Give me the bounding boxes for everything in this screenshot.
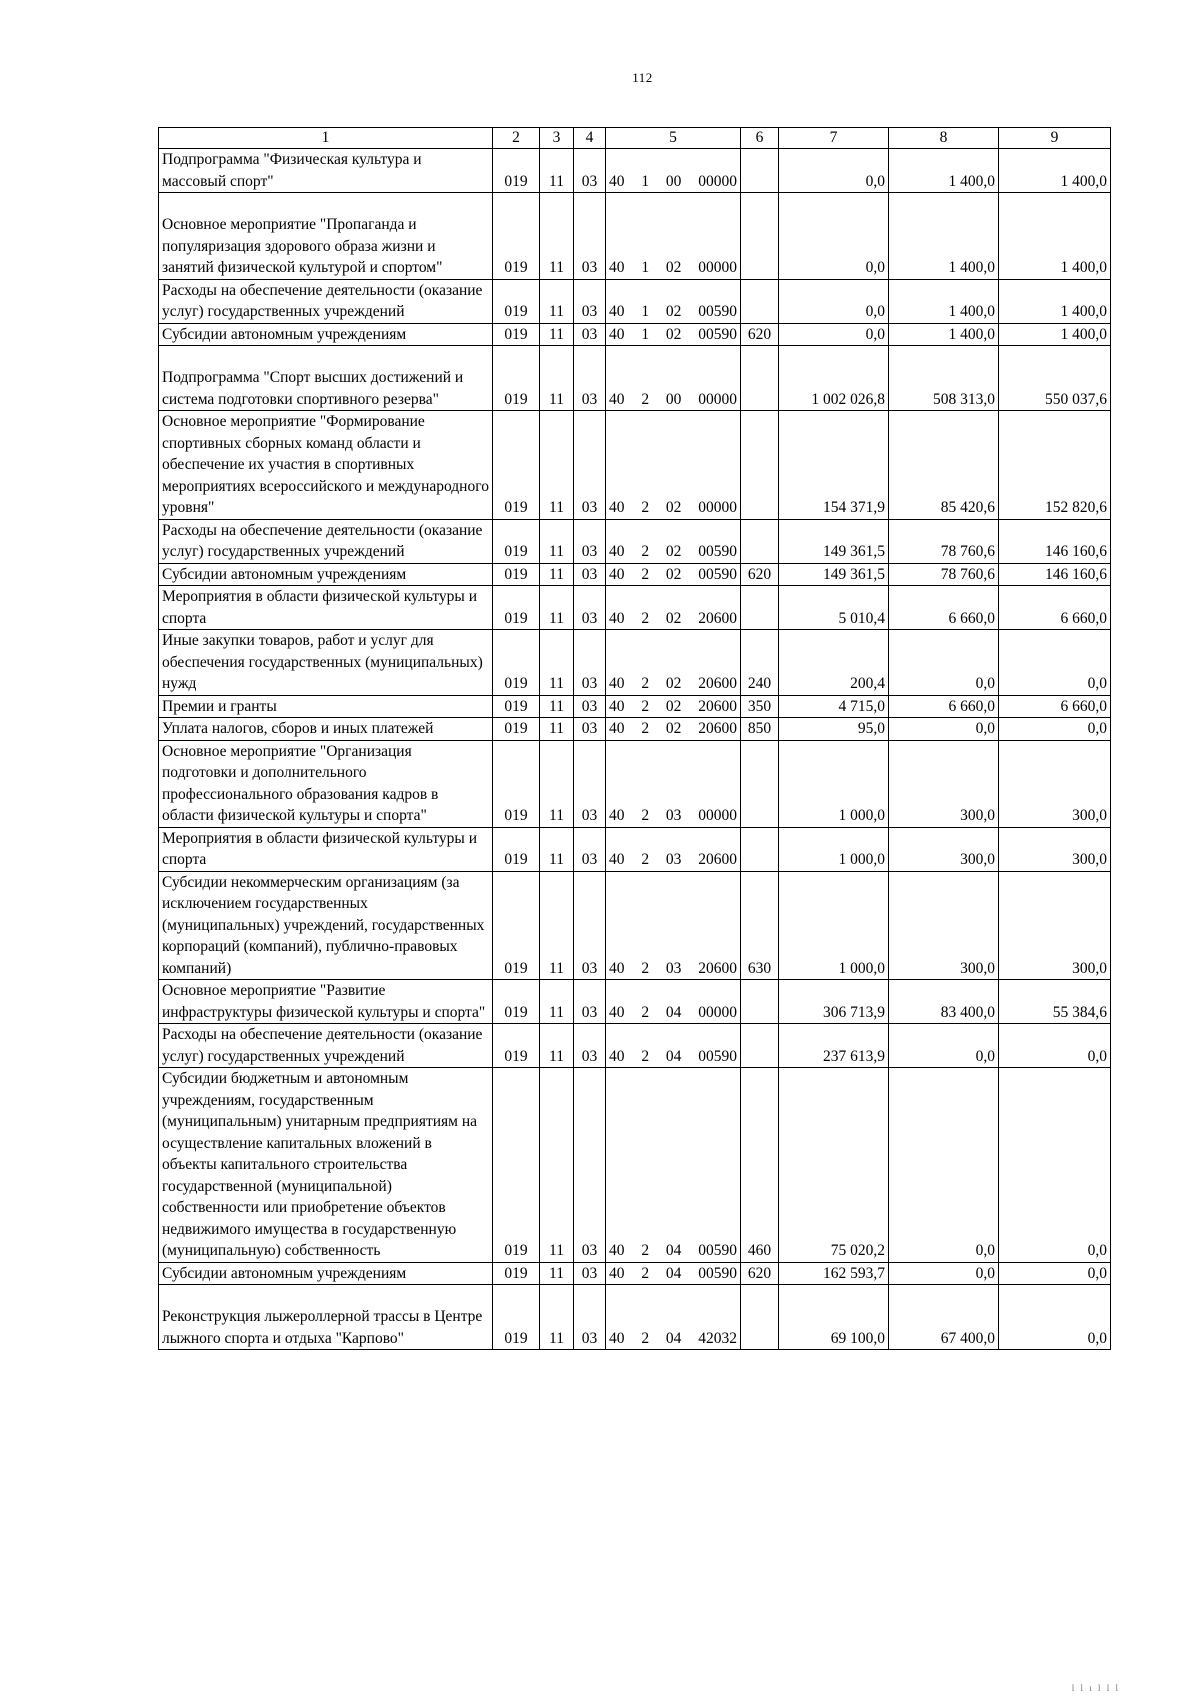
target-article-part: 2 [641, 697, 650, 715]
target-article-part: 20600 [698, 959, 737, 977]
section-code: 11 [540, 827, 574, 871]
target-article-part: 00 [665, 390, 682, 408]
target-article-part: 00590 [698, 325, 737, 343]
target-article-part: 02 [665, 325, 682, 343]
subsection-code: 03 [574, 718, 606, 741]
target-article-code [606, 695, 741, 718]
column-header-7: 7 [779, 128, 889, 149]
amount-col-7: 0,0 [779, 193, 889, 280]
row-name: Расходы на обеспечение деятельности (оказание услуг) государственных учреждений [159, 519, 493, 563]
amount-col-8: 0,0 [889, 1068, 999, 1263]
target-article-part: 03 [665, 851, 682, 868]
amount-col-9: 0,0 [999, 1024, 1111, 1068]
ministry-code: 019 [493, 519, 540, 563]
subsection-code: 03 [574, 149, 606, 193]
target-article-part: 1 [641, 325, 650, 343]
column-header-3: 3 [540, 128, 574, 149]
target-article-part: 03 [665, 959, 682, 977]
target-article-part: 40 [609, 565, 625, 583]
row-name: Основное мероприятие "Формирование спортивных сборных команд области и обеспечение их участия в спортивных мероприятиях всероссийского и международного уровня" [159, 411, 493, 520]
target-article-code [606, 519, 741, 563]
target-article-part: 20600 [698, 609, 737, 627]
target-article-part: 40 [609, 1242, 625, 1259]
subsection-code: 03 [574, 193, 606, 280]
table-row [159, 827, 1111, 871]
subsection-code: 03 [574, 740, 606, 827]
target-article-part: 40 [609, 807, 625, 824]
section-code: 11 [540, 149, 574, 193]
row-name: Субсидии автономным учреждениям [159, 563, 493, 586]
expense-type-code: 240 [741, 630, 779, 696]
ministry-code: 019 [493, 563, 540, 586]
table-row [159, 519, 1111, 563]
section-code: 11 [540, 193, 574, 280]
section-code: 11 [540, 980, 574, 1024]
ministry-code: 019 [493, 1285, 540, 1350]
amount-col-8: 78 760,6 [889, 563, 999, 586]
target-article-part: 40 [609, 959, 625, 977]
target-article-part: 42032 [698, 1329, 737, 1347]
ministry-code: 019 [493, 193, 540, 280]
target-article-part: 00000 [698, 1003, 737, 1021]
column-header-1: 1 [159, 128, 493, 149]
ministry-code: 019 [493, 279, 540, 323]
row-name: Уплата налогов, сборов и иных платежей [159, 718, 493, 741]
section-code: 11 [540, 1285, 574, 1350]
amount-col-8: 300,0 [889, 871, 999, 980]
expense-type-code [741, 149, 779, 193]
target-article-part: 00590 [698, 1264, 737, 1282]
amount-col-8: 6 660,0 [889, 695, 999, 718]
row-name: Субсидии бюджетным и автономным учреждениям, государственным (муниципальным) унитарным предприятиям на осуществление капитальных вложений в объекты капитального строительства государственной (муниципальной) собственности или приобретение объектов недвижимого имущества в государственную (муниципальную) собственность [159, 1068, 493, 1263]
target-article-part: 02 [665, 565, 682, 583]
ministry-code: 019 [493, 740, 540, 827]
table-row [159, 149, 1111, 193]
row-name: Реконструкция лыжероллерной трассы в Центре лыжного спорта и отдыха "Карпово" [159, 1285, 493, 1350]
ministry-code: 019 [493, 980, 540, 1024]
table-row [159, 193, 1111, 280]
target-article-part: 00000 [698, 499, 737, 516]
target-article-part: 2 [641, 1264, 650, 1282]
target-article-part: 2 [641, 1329, 650, 1347]
amount-col-8: 1 400,0 [889, 323, 999, 346]
amount-col-7: 149 361,5 [779, 519, 889, 563]
amount-col-8: 6 660,0 [889, 586, 999, 630]
amount-col-7: 306 713,9 [779, 980, 889, 1024]
column-header-6: 6 [741, 128, 779, 149]
target-article-part: 00 [665, 172, 682, 190]
target-article-part: 02 [665, 543, 682, 560]
target-article-part: 20600 [698, 851, 737, 868]
amount-col-7: 1 000,0 [779, 871, 889, 980]
target-article-part: 00590 [698, 565, 737, 583]
amount-col-8: 300,0 [889, 740, 999, 827]
amount-col-9: 1 400,0 [999, 323, 1111, 346]
column-header-5: 5 [606, 128, 741, 149]
section-code: 11 [540, 563, 574, 586]
table-row [159, 563, 1111, 586]
target-article-code [606, 630, 741, 696]
expense-type-code: 350 [741, 695, 779, 718]
row-name: Основное мероприятие "Развитие инфраструктуры физической культуры и спорта" [159, 980, 493, 1024]
subsection-code: 03 [574, 346, 606, 411]
ministry-code: 019 [493, 586, 540, 630]
expense-type-code: 620 [741, 1262, 779, 1285]
amount-col-7: 1 002 026,8 [779, 346, 889, 411]
amount-col-9: 0,0 [999, 1285, 1111, 1350]
amount-col-8: 67 400,0 [889, 1285, 999, 1350]
subsection-code: 03 [574, 279, 606, 323]
table-row [159, 740, 1111, 827]
subsection-code: 03 [574, 871, 606, 980]
target-article-part: 40 [609, 851, 625, 868]
target-article-part: 2 [641, 720, 650, 737]
ministry-code: 019 [493, 323, 540, 346]
row-name: Подпрограмма "Физическая культура и массовый спорт" [159, 149, 493, 193]
ministry-code: 019 [493, 1024, 540, 1068]
amount-col-7: 75 020,2 [779, 1068, 889, 1263]
section-code: 11 [540, 740, 574, 827]
row-name: Премии и гранты [159, 695, 493, 718]
expense-type-code [741, 411, 779, 520]
expense-type-code: 850 [741, 718, 779, 741]
target-article-code [606, 1262, 741, 1285]
expense-type-code: 630 [741, 871, 779, 980]
target-article-code [606, 1068, 741, 1263]
subsection-code: 03 [574, 586, 606, 630]
target-article-part: 2 [641, 565, 650, 583]
target-article-part: 02 [665, 499, 682, 516]
amount-col-8: 0,0 [889, 718, 999, 741]
row-name: Подпрограмма "Спорт высших достижений и система подготовки спортивного резерва" [159, 346, 493, 411]
target-article-part: 04 [665, 1047, 682, 1065]
subsection-code: 03 [574, 1262, 606, 1285]
amount-col-9: 1 400,0 [999, 279, 1111, 323]
target-article-part: 2 [641, 1047, 650, 1065]
subsection-code: 03 [574, 1285, 606, 1350]
amount-col-7: 69 100,0 [779, 1285, 889, 1350]
amount-col-7: 0,0 [779, 149, 889, 193]
table-row [159, 871, 1111, 980]
ministry-code: 019 [493, 695, 540, 718]
target-article-part: 1 [641, 172, 650, 190]
target-article-code [606, 411, 741, 520]
section-code: 11 [540, 519, 574, 563]
section-code: 11 [540, 1068, 574, 1263]
table-row [159, 695, 1111, 718]
target-article-part: 40 [609, 499, 625, 516]
column-header-9: 9 [999, 128, 1111, 149]
subsection-code: 03 [574, 1068, 606, 1263]
amount-col-9: 146 160,6 [999, 563, 1111, 586]
target-article-part: 20600 [698, 697, 737, 715]
target-article-part: 2 [641, 1242, 650, 1259]
subsection-code: 03 [574, 411, 606, 520]
target-article-code [606, 323, 741, 346]
target-article-part: 00000 [698, 390, 737, 408]
expense-type-code [741, 740, 779, 827]
target-article-part: 00590 [698, 543, 737, 560]
table-row [159, 346, 1111, 411]
table-row [159, 980, 1111, 1024]
expense-type-code [741, 827, 779, 871]
target-article-part: 04 [665, 1329, 682, 1347]
ministry-code: 019 [493, 718, 540, 741]
amount-col-9: 1 400,0 [999, 193, 1111, 280]
amount-col-9: 0,0 [999, 718, 1111, 741]
subsection-code: 03 [574, 630, 606, 696]
subsection-code: 03 [574, 980, 606, 1024]
target-article-part: 2 [641, 543, 650, 560]
target-article-part: 40 [609, 1264, 625, 1282]
target-article-part: 40 [609, 675, 625, 692]
target-article-part: 02 [665, 697, 682, 715]
target-article-code [606, 871, 741, 980]
page-number: 112 [632, 70, 653, 85]
target-article-part: 40 [609, 1003, 625, 1021]
table-row [159, 630, 1111, 696]
amount-col-7: 0,0 [779, 279, 889, 323]
expense-type-code [741, 279, 779, 323]
subsection-code: 03 [574, 519, 606, 563]
target-article-part: 02 [665, 303, 682, 320]
table-row [159, 1262, 1111, 1285]
target-article-code [606, 827, 741, 871]
amount-col-8: 1 400,0 [889, 279, 999, 323]
section-code: 11 [540, 718, 574, 741]
target-article-part: 2 [641, 807, 650, 824]
scan-marks: l l ı l l l [1071, 1683, 1120, 1693]
amount-col-9: 152 820,6 [999, 411, 1111, 520]
expense-type-code [741, 1285, 779, 1350]
table-row [159, 411, 1111, 520]
amount-col-8: 83 400,0 [889, 980, 999, 1024]
target-article-part: 40 [609, 325, 625, 343]
amount-col-9: 6 660,0 [999, 695, 1111, 718]
target-article-code [606, 1024, 741, 1068]
section-code: 11 [540, 695, 574, 718]
row-name: Субсидии автономным учреждениям [159, 323, 493, 346]
ministry-code: 019 [493, 1262, 540, 1285]
amount-col-9: 146 160,6 [999, 519, 1111, 563]
target-article-part: 04 [665, 1242, 682, 1259]
amount-col-8: 300,0 [889, 827, 999, 871]
row-name: Основное мероприятие "Организация подготовки и дополнительного профессионального образования кадров в области физической культуры и спорта" [159, 740, 493, 827]
target-article-part: 20600 [698, 720, 737, 737]
amount-col-8: 0,0 [889, 630, 999, 696]
subsection-code: 03 [574, 323, 606, 346]
expense-type-code [741, 1024, 779, 1068]
target-article-part: 40 [609, 303, 625, 320]
table-row [159, 718, 1111, 741]
amount-col-7: 237 613,9 [779, 1024, 889, 1068]
target-article-part: 1 [641, 259, 650, 276]
amount-col-8: 1 400,0 [889, 149, 999, 193]
target-article-part: 03 [665, 807, 682, 824]
target-article-part: 2 [641, 499, 650, 516]
section-code: 11 [540, 1262, 574, 1285]
expense-type-code [741, 980, 779, 1024]
target-article-part: 02 [665, 720, 682, 737]
table-row [159, 1024, 1111, 1068]
target-article-part: 40 [609, 609, 625, 627]
target-article-part: 40 [609, 390, 625, 408]
ministry-code: 019 [493, 411, 540, 520]
amount-col-9: 6 660,0 [999, 586, 1111, 630]
amount-col-7: 200,4 [779, 630, 889, 696]
amount-col-8: 0,0 [889, 1262, 999, 1285]
row-name: Мероприятия в области физической культуры и спорта [159, 827, 493, 871]
target-article-part: 40 [609, 1047, 625, 1065]
expense-type-code: 620 [741, 323, 779, 346]
amount-col-9: 300,0 [999, 827, 1111, 871]
section-code: 11 [540, 323, 574, 346]
expense-type-code: 620 [741, 563, 779, 586]
amount-col-7: 162 593,7 [779, 1262, 889, 1285]
target-article-part: 2 [641, 1003, 650, 1021]
amount-col-7: 154 371,9 [779, 411, 889, 520]
amount-col-7: 95,0 [779, 718, 889, 741]
target-article-part: 02 [665, 609, 682, 627]
amount-col-9: 1 400,0 [999, 149, 1111, 193]
section-code: 11 [540, 411, 574, 520]
target-article-part: 40 [609, 543, 625, 560]
target-article-code [606, 563, 741, 586]
row-name: Мероприятия в области физической культуры и спорта [159, 586, 493, 630]
amount-col-7: 1 000,0 [779, 740, 889, 827]
table-row [159, 1068, 1111, 1263]
target-article-part: 40 [609, 720, 625, 737]
amount-col-9: 0,0 [999, 1262, 1111, 1285]
amount-col-9: 300,0 [999, 871, 1111, 980]
amount-col-9: 300,0 [999, 740, 1111, 827]
amount-col-8: 85 420,6 [889, 411, 999, 520]
table-row [159, 1285, 1111, 1350]
column-header-4: 4 [574, 128, 606, 149]
amount-col-7: 5 010,4 [779, 586, 889, 630]
target-article-part: 2 [641, 609, 650, 627]
target-article-part: 00590 [698, 1047, 737, 1065]
target-article-part: 00000 [698, 172, 737, 190]
target-article-part: 00000 [698, 807, 737, 824]
amount-col-8: 78 760,6 [889, 519, 999, 563]
amount-col-7: 0,0 [779, 323, 889, 346]
subsection-code: 03 [574, 563, 606, 586]
target-article-part: 40 [609, 697, 625, 715]
target-article-code [606, 279, 741, 323]
expense-type-code [741, 193, 779, 280]
expense-type-code [741, 519, 779, 563]
target-article-part: 00000 [698, 259, 737, 276]
ministry-code: 019 [493, 630, 540, 696]
amount-col-7: 1 000,0 [779, 827, 889, 871]
amount-col-9: 0,0 [999, 1068, 1111, 1263]
target-article-part: 2 [641, 959, 650, 977]
ministry-code: 019 [493, 346, 540, 411]
section-code: 11 [540, 871, 574, 980]
row-name: Субсидии некоммерческим организациям (за исключением государственных (муниципальных) учреждений, государственных корпораций (компаний), публично-правовых компаний) [159, 871, 493, 980]
expense-type-code [741, 346, 779, 411]
row-name: Расходы на обеспечение деятельности (оказание услуг) государственных учреждений [159, 279, 493, 323]
target-article-part: 20600 [698, 675, 737, 692]
subsection-code: 03 [574, 827, 606, 871]
target-article-code [606, 718, 741, 741]
ministry-code: 019 [493, 871, 540, 980]
target-article-code [606, 1285, 741, 1350]
target-article-part: 2 [641, 675, 650, 692]
column-number-row [159, 128, 1111, 149]
expense-type-code [741, 586, 779, 630]
row-name: Расходы на обеспечение деятельности (оказание услуг) государственных учреждений [159, 1024, 493, 1068]
amount-col-8: 0,0 [889, 1024, 999, 1068]
amount-col-9: 55 384,6 [999, 980, 1111, 1024]
amount-col-9: 550 037,6 [999, 346, 1111, 411]
amount-col-8: 1 400,0 [889, 193, 999, 280]
target-article-code [606, 346, 741, 411]
target-article-part: 02 [665, 259, 682, 276]
ministry-code: 019 [493, 149, 540, 193]
ministry-code: 019 [493, 1068, 540, 1263]
section-code: 11 [540, 346, 574, 411]
ministry-code: 019 [493, 827, 540, 871]
row-name: Основное мероприятие "Пропаганда и популяризация здорового образа жизни и занятий физической культурой и спортом" [159, 193, 493, 280]
expense-type-code: 460 [741, 1068, 779, 1263]
target-article-part: 04 [665, 1264, 682, 1282]
target-article-code [606, 586, 741, 630]
table-row [159, 586, 1111, 630]
section-code: 11 [540, 1024, 574, 1068]
section-code: 11 [540, 279, 574, 323]
target-article-part: 04 [665, 1003, 682, 1021]
target-article-part: 1 [641, 303, 650, 320]
section-code: 11 [540, 586, 574, 630]
target-article-part: 00590 [698, 303, 737, 320]
target-article-code [606, 980, 741, 1024]
target-article-part: 40 [609, 172, 625, 190]
target-article-part: 2 [641, 390, 650, 408]
row-name: Субсидии автономным учреждениям [159, 1262, 493, 1285]
target-article-part: 40 [609, 1329, 625, 1347]
target-article-code [606, 740, 741, 827]
amount-col-7: 4 715,0 [779, 695, 889, 718]
section-code: 11 [540, 630, 574, 696]
column-header-2: 2 [493, 128, 540, 149]
amount-col-9: 0,0 [999, 630, 1111, 696]
table-body [159, 149, 1111, 1350]
target-article-part: 40 [609, 259, 625, 276]
target-article-code [606, 193, 741, 280]
subsection-code: 03 [574, 695, 606, 718]
target-article-part: 02 [665, 675, 682, 692]
target-article-code [606, 149, 741, 193]
amount-col-7: 149 361,5 [779, 563, 889, 586]
row-name: Иные закупки товаров, работ и услуг для обеспечения государственных (муниципальных) нужд [159, 630, 493, 696]
subsection-code: 03 [574, 1024, 606, 1068]
table-row [159, 323, 1111, 346]
amount-col-8: 508 313,0 [889, 346, 999, 411]
target-article-part: 2 [641, 851, 650, 868]
target-article-part: 00590 [698, 1242, 737, 1259]
budget-table [158, 127, 1111, 1350]
column-header-8: 8 [889, 128, 999, 149]
table-row [159, 279, 1111, 323]
